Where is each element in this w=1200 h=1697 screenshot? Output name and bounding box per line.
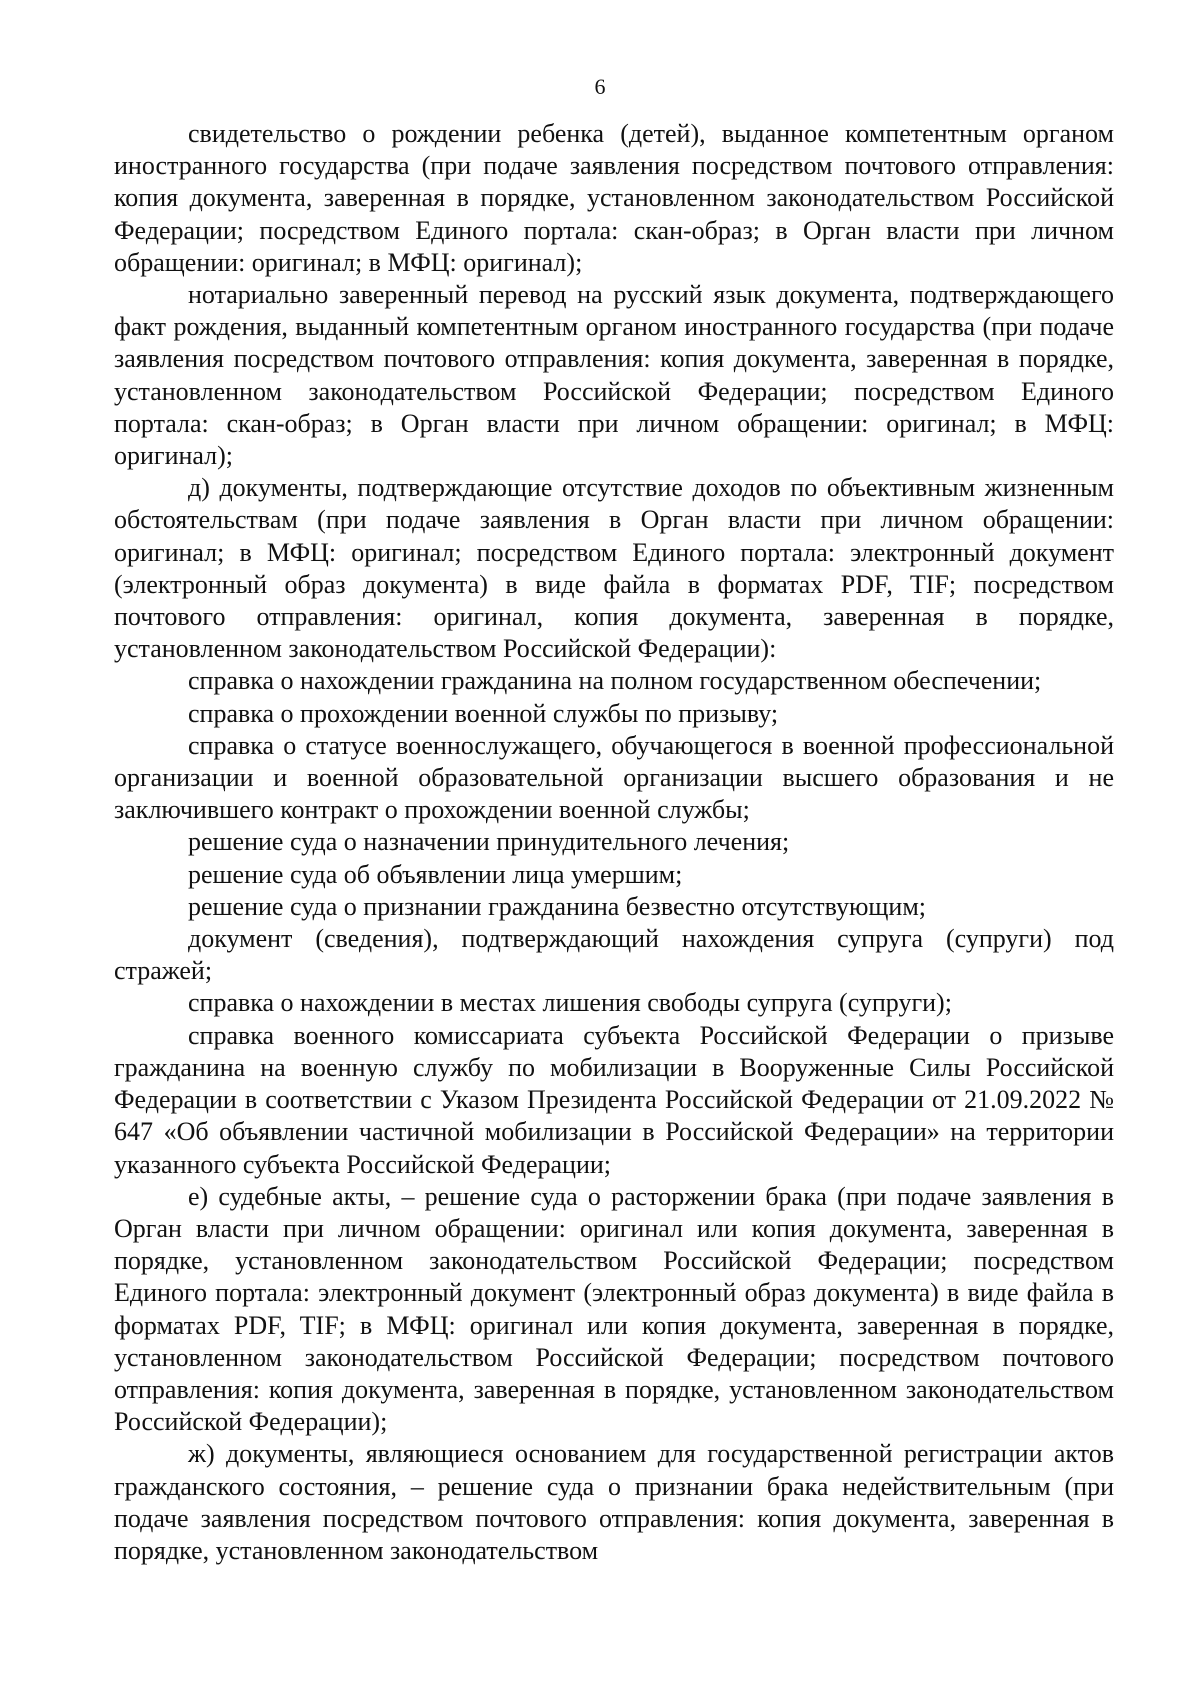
paragraph-item-e: е) судебные акты, – решение суда о расторжении брака (при подаче заявления в Орган власти при личном обращении: оригинал или копия документа, заверенная в порядке, установленном законодательством Российской Федерации; посредством Единого портала: электронный документ (электронный образ документа) в виде файла в форматах PDF, TIF; в МФЦ: оригинал или копия документа, заверенная в порядке, установленном законодательством Российской Федерации; посредством почтового отправления: копия документа, заверенная в порядке, установленном законодательством Российской Федерации); [114, 1181, 1114, 1437]
paragraph-spouse-in-custody: документ (сведения), подтверждающий нахождения супруга (супруги) под стражей; [114, 924, 1114, 986]
paragraph-court-declared-dead: решение суда об объявлении лица умершим; [188, 859, 683, 889]
paragraph-item-d: д) документы, подтверждающие отсутствие доходов по объективным жизненным обстоятельствам (при подаче заявления в Орган власти при личном обращении: оригинал; в МФЦ: оригинал; посредством Единого портала: электронный документ (электронный образ документа) в виде файла в форматах PDF, TIF; посредством почтового отправления: оригинал, копия документа, заверенная в порядке, установленном законодательством Российской Федерации): [114, 473, 1114, 664]
paragraph-notarized-translation: нотариально заверенный перевод на русский язык документа, подтверждающего факт рождения, выданный компетентным органом иностранного государства (при подаче заявления посредством почтового отправления: копия документа, заверенная в порядке, установленном законодательством Российской Федерации; посредством Единого портала: скан-образ; в Орган власти при личном обращении: оригинал; в МФЦ: оригинал); [114, 280, 1114, 471]
paragraph-item-zh: ж) документы, являющиеся основанием для государственной регистрации актов гражданского состояния, – решение суда о признании брака недействительным (при подаче заявления посредством почтового отправления: копия документа, заверенная в порядке, установленном законодательством [114, 1439, 1114, 1565]
paragraph-state-support-certificate: справка о нахождении гражданина на полном государственном обеспечении; [188, 666, 1042, 696]
paragraph-spouse-imprisonment: справка о нахождении в местах лишения свободы супруга (супруги); [188, 988, 952, 1018]
paragraph-mobilization-certificate: справка военного комиссариата субъекта Российской Федерации о призыве гражданина на военную службу по мобилизации в Вооруженные Силы Российской Федерации в соответствии с Указом Президента Российской Федерации от 21.09.2022 № 647 «Об объявлении частичной мобилизации в Российской Федерации» на территории указанного субъекта Российской Федерации; [114, 1020, 1114, 1179]
paragraph-birth-certificate: свидетельство о рождении ребенка (детей), выданное компетентным органом иностранного государства (при подаче заявления посредством почтового отправления: копия документа, заверенная в порядке, установленном законодательством Российской Федерации; посредством Единого портала: скан-образ; в Орган власти при личном обращении: оригинал; в МФЦ: оригинал); [114, 119, 1114, 277]
paragraph-serviceman-status-certificate: справка о статусе военнослужащего, обучающегося в военной профессиональной организации и военной образовательной организации высшего образования и не заключившего контракт о прохождении военной службы; [114, 730, 1114, 825]
document-body [114, 118, 1114, 1567]
page-number: 6 [594, 74, 606, 99]
paragraph-military-service-certificate: справка о прохождении военной службы по призыву; [188, 698, 779, 728]
paragraph-court-compulsory-treatment: решение суда о назначении принудительного лечения; [188, 827, 790, 857]
paragraph-court-missing-person: решение суда о признании гражданина безвестно отсутствующим; [188, 891, 926, 921]
